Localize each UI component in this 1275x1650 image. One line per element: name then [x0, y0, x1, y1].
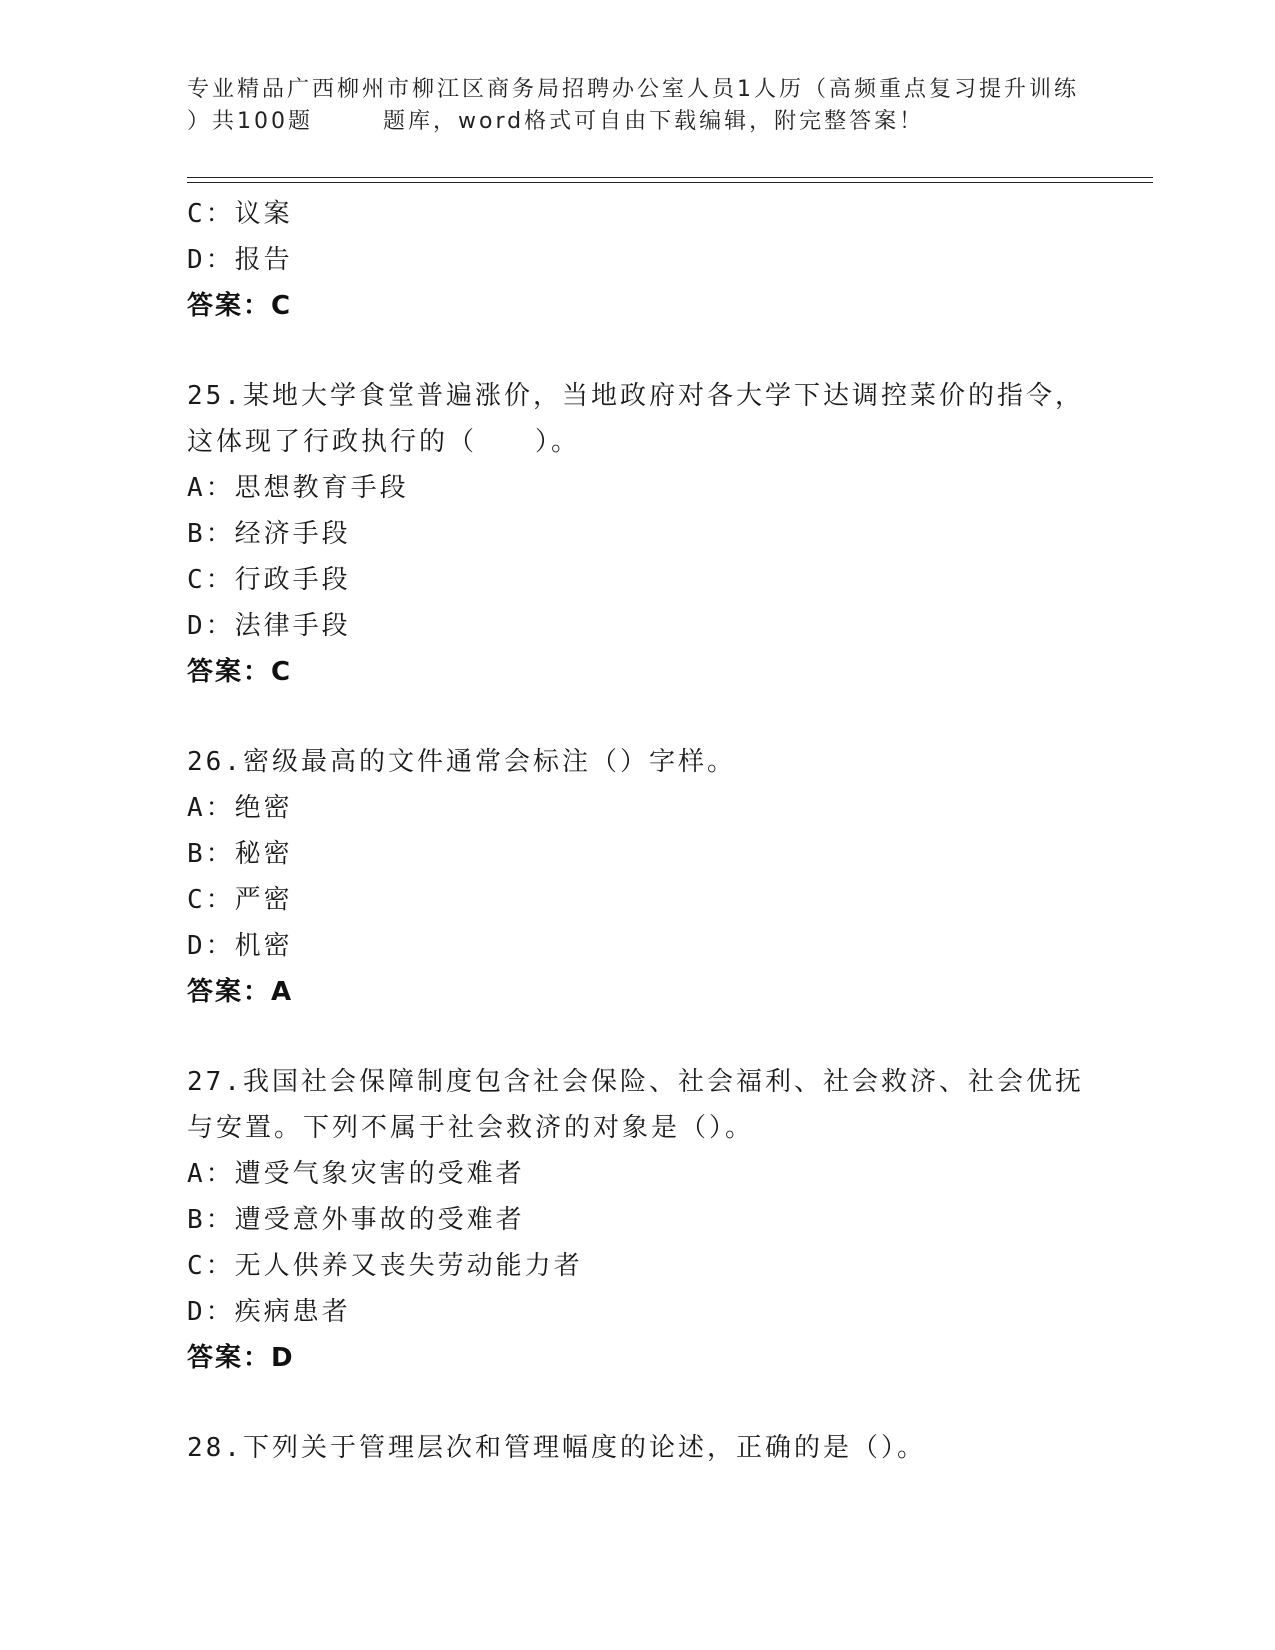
option-b: B：遭受意外事故的受难者 [187, 1205, 525, 1235]
option-c: C：无人供养又丧失劳动能力者 [187, 1251, 583, 1281]
header-divider-bottom [187, 182, 1153, 183]
question-stem: 25.某地大学食堂普遍涨价，当地政府对各大学下达调控菜价的指令， [187, 381, 1084, 411]
header-line-1: 专业精品广西柳州市柳江区商务局招聘办公室人员1人历（高频重点复习提升训练 [187, 77, 1079, 102]
header-line-2-start: ）共100题 [187, 109, 313, 134]
document-header [187, 74, 1087, 138]
question-stem: 26.密级最高的文件通常会标注（）字样。 [187, 747, 736, 777]
answer-text: 答案：C [187, 657, 293, 687]
header-line-2 [187, 106, 1087, 138]
option-c: C：议案 [187, 199, 293, 229]
option-d: D：报告 [187, 245, 293, 275]
question-stem: 28.下列关于管理层次和管理幅度的论述，正确的是（）。 [187, 1433, 926, 1463]
option-a: A：绝密 [187, 793, 293, 823]
option-c: C：严密 [187, 885, 293, 915]
option-d: D：疾病患者 [187, 1297, 351, 1327]
header-line-2-end: 题库，word格式可自由下载编辑，附完整答案！ [383, 109, 925, 134]
option-b: B：秘密 [187, 839, 293, 869]
option-d: D：法律手段 [187, 611, 351, 641]
option-a: A：思想教育手段 [187, 473, 409, 503]
option-b: B：经济手段 [187, 519, 351, 549]
header-divider-top [187, 177, 1153, 178]
question-stem-continued: 这体现了行政执行的（ ）。 [187, 427, 581, 457]
question-stem: 27.我国社会保障制度包含社会保险、社会福利、社会救济、社会优抚 [187, 1067, 1084, 1097]
question-stem-continued: 与安置。下列不属于社会救济的对象是（）。 [187, 1113, 755, 1143]
answer-text: 答案：A [187, 977, 294, 1007]
option-c: C：行政手段 [187, 565, 351, 595]
question-list [187, 191, 1087, 1471]
answer-text: 答案：D [187, 1343, 295, 1373]
answer-text: 答案：C [187, 291, 293, 321]
option-d: D：机密 [187, 931, 293, 961]
option-a: A：遭受气象灾害的受难者 [187, 1159, 525, 1189]
